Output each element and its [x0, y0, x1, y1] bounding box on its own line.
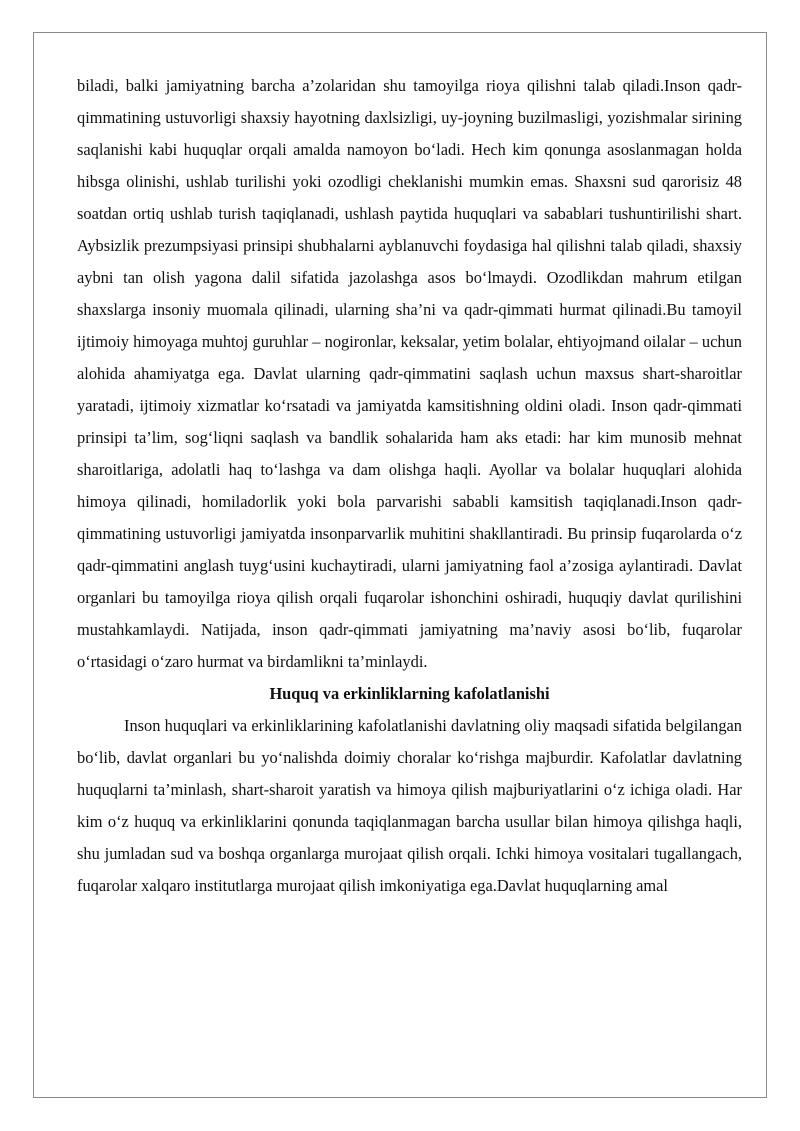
document-body: [77, 70, 742, 902]
body-paragraph-continued: biladi, balki jamiyatning barcha a’zolaridan shu tamoyilga rioya qilishni talab qiladi.Inson qadr-qimmatining ustuvorligi shaxsiy hayotning daxlsizligi, uy-joyning buzilmasligi, yozishmalar sirining saqlanishi kabi huquqlar orqali amalda namoyon bo‘ladi. Hech kim qonunga asoslanmagan holda hibsga olinishi, ushlab turilishi yoki ozodligi cheklanishi mumkin emas. Shaxsni sud qarorisiz 48 soatdan ortiq ushlab turish taqiqlanadi, ushlash paytida huquqlari va sabablari tushuntirilishi shart. Aybsizlik prezumpsiyasi prinsipi shubhalarni ayblanuvchi foydasiga hal qilishni talab qiladi, shaxsiy aybni tan olish yagona dalil sifatida jazolashga asos bo‘lmaydi. Ozodlikdan mahrum etilgan shaxslarga insoniy muomala qilinadi, ularning sha’ni va qadr-qimmati hurmat qilinadi.Bu tamoyil ijtimoiy himoyaga muhtoj guruhlar – nogironlar, keksalar, yetim bolalar, ehtiyojmand oilalar – uchun alohida ahamiyatga ega. Davlat ularning qadr-qimmatini saqlash uchun maxsus shart-sharoitlar yaratadi, ijtimoiy xizmatlar ko‘rsatadi va jamiyatda kamsitishning oldini oladi. Inson qadr-qimmati prinsipi ta’lim, sog‘liqni saqlash va bandlik sohalarida ham aks etadi: har kim munosib mehnat sharoitlariga, adolatli haq to‘lashga va dam olishga haqli. Ayollar va bolalar huquqlari alohida himoya qilinadi, homiladorlik yoki bola parvarishi sababli kamsitish taqiqlanadi.Inson qadr-qimmatining ustuvorligi jamiyatda insonparvarlik muhitini shakllantiradi. Bu prinsip fuqarolarda o‘z qadr-qimmatini anglash tuyg‘usini kuchaytiradi, ularni jamiyatning faol a’zosiga aylantiradi. Davlat organlari bu tamoyilga rioya qilish orqali fuqarolar ishonchini oshiradi, huquqiy davlat qurilishini mustahkamlaydi. Natijada, inson qadr-qimmati jamiyatning ma’naviy asosi bo‘lib, fuqarolar o‘rtasidagi o‘zaro hurmat va birdamlikni ta’minlaydi.: [77, 76, 742, 671]
body-paragraph: Inson huquqlari va erkinliklarining kafolatlanishi davlatning oliy maqsadi sifatida belgilangan bo‘lib, davlat organlari bu yo‘nalishda doimiy choralar ko‘rishga majburdir. Kafolatlar davlatning huquqlarni ta’minlash, shart-sharoit yaratish va himoya qilish majburiyatlarini o‘z ichiga oladi. Har kim o‘z huquq va erkinliklarini qonunda taqiqlanmagan barcha usullar bilan himoya qilishga haqli, shu jumladan sud va boshqa organlarga murojaat qilish orqali. Ichki himoya vositalari tugallangach, fuqarolar xalqaro institutlarga murojaat qilish imkoniyatiga ega.Davlat huquqlarning amal: [77, 716, 742, 895]
section-heading: Huquq va erkinliklarning kafolatlanishi: [269, 684, 550, 703]
